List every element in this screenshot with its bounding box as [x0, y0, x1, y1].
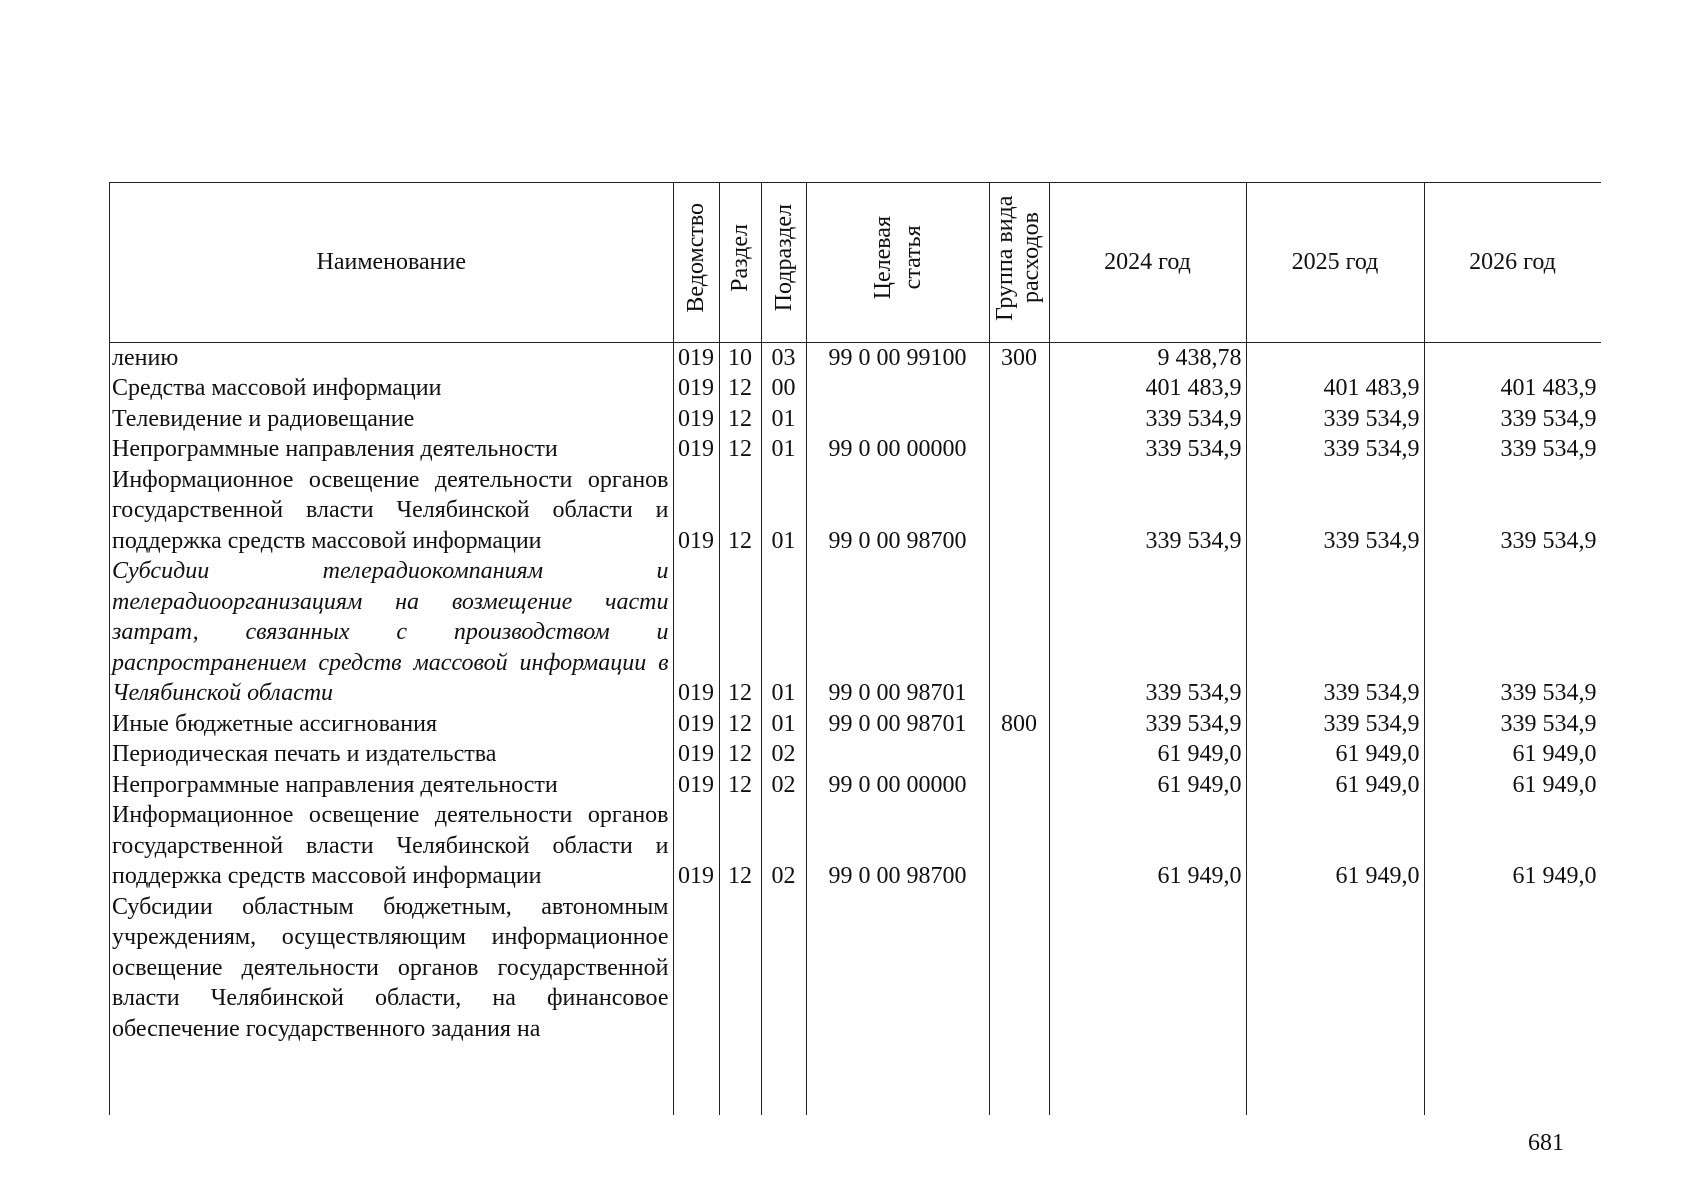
- row-2024: 61 949,0: [1049, 770, 1246, 801]
- table-row: [110, 556, 1601, 709]
- row-2026: [1424, 892, 1601, 1045]
- table-row: [110, 800, 1601, 892]
- row-section: 12: [719, 373, 761, 404]
- row-group: [989, 739, 1049, 770]
- table-row: [110, 770, 1601, 801]
- row-2026: 401 483,9: [1424, 373, 1601, 404]
- row-group: [989, 800, 1049, 892]
- row-subsection: 00: [761, 373, 806, 404]
- row-subsection: 01: [761, 404, 806, 435]
- row-target: [806, 892, 989, 1045]
- table-row: [110, 434, 1601, 465]
- row-ministry: 019: [673, 373, 719, 404]
- row-2024: 339 534,9: [1049, 404, 1246, 435]
- page-number: 681: [1528, 1130, 1564, 1156]
- header-ministry: Ведомство: [673, 183, 719, 342]
- table-filler-row: [110, 1044, 1601, 1115]
- header-section: Раздел: [719, 183, 761, 342]
- header-target: Целевая статья: [806, 183, 989, 342]
- row-2026: 339 534,9: [1424, 556, 1601, 709]
- row-2026: 339 534,9: [1424, 465, 1601, 557]
- row-2026: [1424, 342, 1601, 373]
- row-name: Средства массовой информации: [110, 373, 673, 404]
- row-2025: 61 949,0: [1246, 739, 1424, 770]
- row-group: 800: [989, 709, 1049, 740]
- row-target: 99 0 00 98701: [806, 556, 989, 709]
- row-target: 99 0 00 98701: [806, 709, 989, 740]
- row-2025: 401 483,9: [1246, 373, 1424, 404]
- row-ministry: 019: [673, 709, 719, 740]
- row-2025: 339 534,9: [1246, 404, 1424, 435]
- row-section: 12: [719, 465, 761, 557]
- table-row: [110, 465, 1601, 557]
- row-2026: 339 534,9: [1424, 404, 1601, 435]
- row-name: лению: [110, 342, 673, 373]
- header-2024: 2024 год: [1049, 183, 1246, 342]
- row-subsection: 02: [761, 800, 806, 892]
- row-name: Субсидии областным бюджетным, автономным учреждениям, осуществляющим информационное освещение деятельности органов государственной власти Челябинской области, на финансовое обеспечение государственного задания на: [110, 892, 673, 1045]
- row-target: [806, 373, 989, 404]
- row-ministry: 019: [673, 556, 719, 709]
- row-2024: 339 534,9: [1049, 465, 1246, 557]
- header-name: Наименование: [110, 183, 673, 342]
- header-subsection: Подраздел: [761, 183, 806, 342]
- row-target: [806, 404, 989, 435]
- row-subsection: 01: [761, 465, 806, 557]
- row-section: 12: [719, 800, 761, 892]
- row-name: Иные бюджетные ассигнования: [110, 709, 673, 740]
- row-name: Информационное освещение деятельности органов государственной власти Челябинской области и поддержка средств массовой информации: [110, 800, 673, 892]
- row-group: 300: [989, 342, 1049, 373]
- row-2026: 61 949,0: [1424, 739, 1601, 770]
- row-section: 12: [719, 434, 761, 465]
- row-ministry: [673, 892, 719, 1045]
- row-ministry: 019: [673, 342, 719, 373]
- row-group: [989, 404, 1049, 435]
- header-2026: 2026 год: [1424, 183, 1601, 342]
- row-ministry: 019: [673, 465, 719, 557]
- row-2024: 339 534,9: [1049, 709, 1246, 740]
- row-section: 12: [719, 709, 761, 740]
- table-row: [110, 342, 1601, 373]
- row-2024: 401 483,9: [1049, 373, 1246, 404]
- row-section: [719, 892, 761, 1045]
- row-subsection: 01: [761, 434, 806, 465]
- row-2024: 9 438,78: [1049, 342, 1246, 373]
- row-target: 99 0 00 00000: [806, 434, 989, 465]
- row-section: 12: [719, 770, 761, 801]
- row-2025: [1246, 892, 1424, 1045]
- row-name: Непрограммные направления деятельности: [110, 434, 673, 465]
- row-ministry: 019: [673, 434, 719, 465]
- row-group: [989, 373, 1049, 404]
- row-section: 10: [719, 342, 761, 373]
- table-row: [110, 739, 1601, 770]
- row-2026: 61 949,0: [1424, 770, 1601, 801]
- table-row: [110, 373, 1601, 404]
- row-ministry: 019: [673, 739, 719, 770]
- row-2026: 339 534,9: [1424, 709, 1601, 740]
- row-ministry: 019: [673, 404, 719, 435]
- row-2025: 61 949,0: [1246, 770, 1424, 801]
- row-target: 99 0 00 99100: [806, 342, 989, 373]
- row-2025: 339 534,9: [1246, 465, 1424, 557]
- row-group: [989, 465, 1049, 557]
- row-2025: 61 949,0: [1246, 800, 1424, 892]
- header-2025: 2025 год: [1246, 183, 1424, 342]
- row-section: 12: [719, 404, 761, 435]
- row-subsection: 02: [761, 770, 806, 801]
- row-2025: 339 534,9: [1246, 434, 1424, 465]
- row-ministry: 019: [673, 770, 719, 801]
- row-section: 12: [719, 739, 761, 770]
- table-row: [110, 709, 1601, 740]
- row-subsection: 01: [761, 556, 806, 709]
- row-target: 99 0 00 98700: [806, 800, 989, 892]
- row-name: Периодическая печать и издательства: [110, 739, 673, 770]
- row-ministry: 019: [673, 800, 719, 892]
- row-2025: 339 534,9: [1246, 556, 1424, 709]
- row-2025: [1246, 342, 1424, 373]
- row-target: [806, 739, 989, 770]
- row-group: [989, 556, 1049, 709]
- row-group: [989, 892, 1049, 1045]
- row-name: Телевидение и радиовещание: [110, 404, 673, 435]
- row-name: Субсидии телерадиокомпаниям и телерадиоорганизациям на возмещение части затрат, связанных с производством и распространением средств массовой информации в Челябинской области: [110, 556, 673, 709]
- row-2024: 339 534,9: [1049, 556, 1246, 709]
- row-target: 99 0 00 98700: [806, 465, 989, 557]
- row-2026: 339 534,9: [1424, 434, 1601, 465]
- row-name: Непрограммные направления деятельности: [110, 770, 673, 801]
- row-2026: 61 949,0: [1424, 800, 1601, 892]
- budget-table: [110, 183, 1601, 1115]
- row-subsection: 02: [761, 739, 806, 770]
- row-name: Информационное освещение деятельности органов государственной власти Челябинской области и поддержка средств массовой информации: [110, 465, 673, 557]
- row-2024: 339 534,9: [1049, 434, 1246, 465]
- table-row: [110, 892, 1601, 1045]
- row-2024: 61 949,0: [1049, 739, 1246, 770]
- table-header-row: [110, 183, 1601, 342]
- row-group: [989, 770, 1049, 801]
- row-2025: 339 534,9: [1246, 709, 1424, 740]
- row-section: 12: [719, 556, 761, 709]
- header-expense-group: Группа вида расходов: [989, 183, 1049, 342]
- row-2024: 61 949,0: [1049, 800, 1246, 892]
- row-target: 99 0 00 00000: [806, 770, 989, 801]
- table-row: [110, 404, 1601, 435]
- row-subsection: 01: [761, 709, 806, 740]
- row-subsection: 03: [761, 342, 806, 373]
- row-subsection: [761, 892, 806, 1045]
- budget-table-container: [109, 182, 1601, 1115]
- row-group: [989, 434, 1049, 465]
- row-2024: [1049, 892, 1246, 1045]
